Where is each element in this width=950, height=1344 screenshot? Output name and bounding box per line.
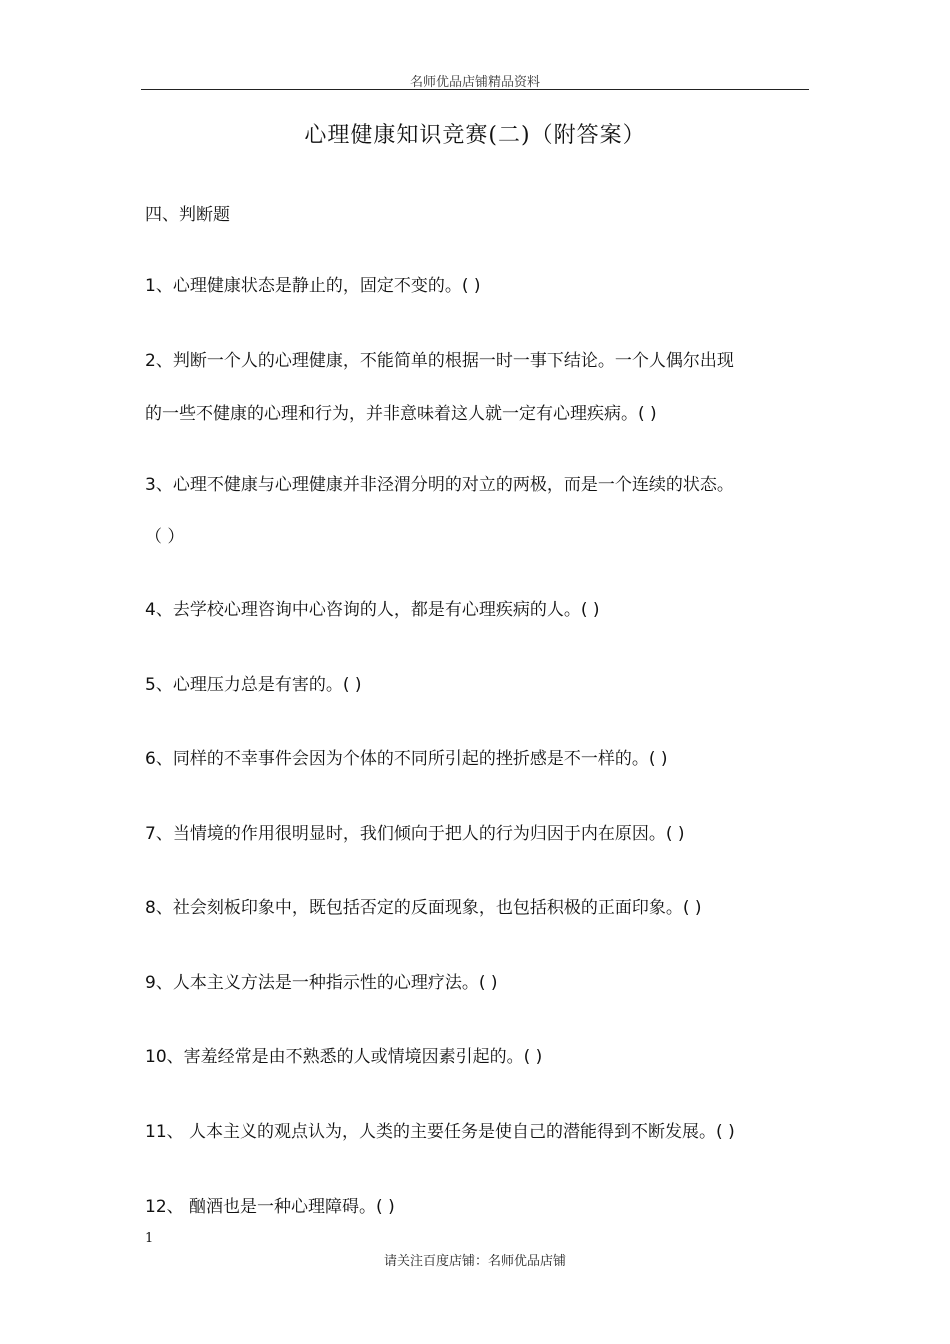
question-line: 2、判断一个人的心理健康，不能简单的根据一时一事下结论。一个人偶尔出现 bbox=[145, 351, 734, 371]
question-line: 9、人本主义方法是一种指示性的心理疗法。( ) bbox=[145, 973, 498, 993]
page-number: 1 bbox=[145, 1231, 154, 1246]
header-rule bbox=[141, 89, 809, 90]
question-line: 10、害羞经常是由不熟悉的人或情境因素引起的。( ) bbox=[145, 1047, 543, 1067]
question-line: 7、当情境的作用很明显时，我们倾向于把人的行为归因于内在原因。( ) bbox=[145, 824, 685, 844]
question-line: 的一些不健康的心理和行为，并非意味着这人就一定有心理疾病。( ) bbox=[145, 404, 657, 424]
document-title: 心理健康知识竞赛(二)（附答案） bbox=[304, 123, 646, 148]
question-line: 8、社会刻板印象中，既包括否定的反面现象，也包括积极的正面印象。( ) bbox=[145, 898, 702, 918]
question-line: 3、心理不健康与心理健康并非泾渭分明的对立的两极，而是一个连续的状态。 bbox=[145, 475, 734, 495]
question-line: 11、 人本主义的观点认为，人类的主要任务是使自己的潜能得到不断发展。( ) bbox=[145, 1122, 735, 1142]
footer-text: 请关注百度店铺：名师优品店铺 bbox=[383, 1254, 566, 1269]
section-heading: 四、判断题 bbox=[145, 205, 230, 225]
question-line: 1、心理健康状态是静止的，固定不变的。( ) bbox=[145, 276, 481, 296]
question-line: 12、 酗酒也是一种心理障碍。( ) bbox=[145, 1197, 395, 1217]
header-text: 名师优品店铺精品资料 bbox=[409, 75, 540, 90]
question-line: 4、去学校心理咨询中心咨询的人，都是有心理疾病的人。( ) bbox=[145, 600, 600, 620]
question-line: （ ） bbox=[145, 527, 185, 547]
question-line: 6、同样的不幸事件会因为个体的不同所引起的挫折感是不一样的。( ) bbox=[145, 749, 668, 769]
question-line: 5、心理压力总是有害的。( ) bbox=[145, 675, 362, 695]
